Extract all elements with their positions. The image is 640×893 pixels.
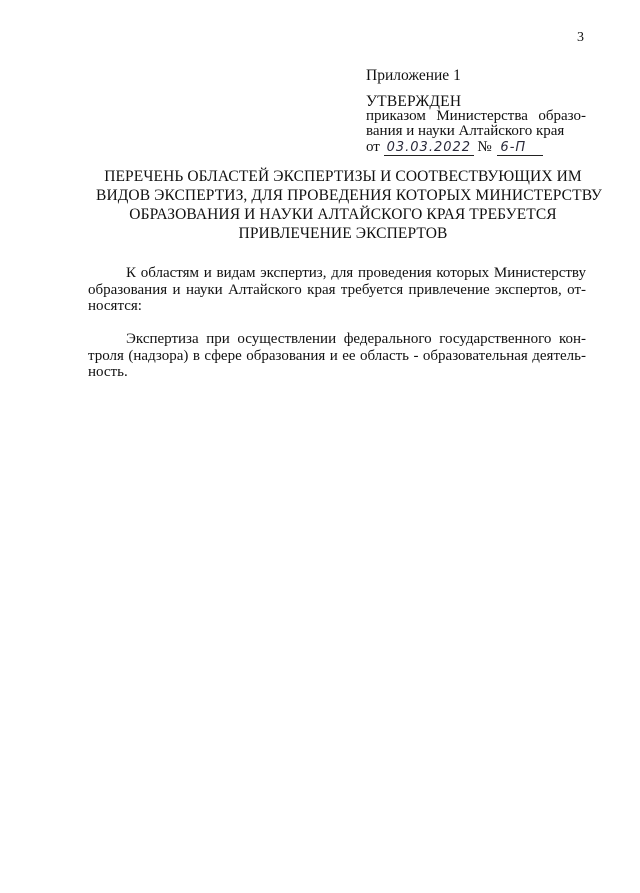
handwritten-order-number: 6-П	[497, 141, 543, 156]
order-line-2: вания и науки Алтайского края	[366, 123, 565, 139]
title-line: ВИДОВ ЭКСПЕРТИЗ, ДЛЯ ПРОВЕДЕНИЯ КОТОРЫХ МИНИСТЕРСТВУ	[96, 187, 602, 204]
paragraph-line: ность.	[88, 364, 128, 380]
appendix-label: Приложение 1	[366, 67, 461, 84]
title-line: ПРИВЛЕЧЕНИЕ ЭКСПЕРТОВ	[238, 225, 448, 242]
paragraph-line: троля (надзора) в сфере образования и ее область - образовательная деятель-	[88, 347, 586, 364]
paragraph-line: К областям и видам экспертиз, для проведения которых Министерству	[126, 265, 586, 281]
number-sign: №	[477, 139, 492, 155]
paragraph-expertise	[88, 331, 586, 381]
paragraph-line: носятся:	[88, 298, 142, 314]
title-line: ПЕРЕЧЕНЬ ОБЛАСТЕЙ ЭКСПЕРТИЗЫ И СООТВЕСТВУЮЩИХ ИМ	[104, 168, 582, 185]
document-title	[96, 167, 602, 243]
order-date-line	[366, 140, 586, 156]
title-line: ОБРАЗОВАНИЯ И НАУКИ АЛТАЙСКОГО КРАЯ ТРЕБУЕТСЯ	[129, 206, 557, 223]
approval-block	[366, 94, 586, 156]
order-line-1: приказом Министерства образо-	[366, 108, 586, 124]
date-prefix: от	[366, 139, 380, 155]
page-number: 3	[577, 30, 584, 45]
approved-heading: УТВЕРЖДЕН	[366, 93, 462, 110]
handwritten-date: 03.03.2022	[384, 141, 474, 156]
paragraph-line: образования и науки Алтайского края требуется привлечение экспертов, от-	[88, 281, 586, 298]
paragraph-line: Экспертиза при осуществлении федерального государственного кон-	[126, 331, 586, 347]
paragraph-intro	[88, 265, 586, 315]
